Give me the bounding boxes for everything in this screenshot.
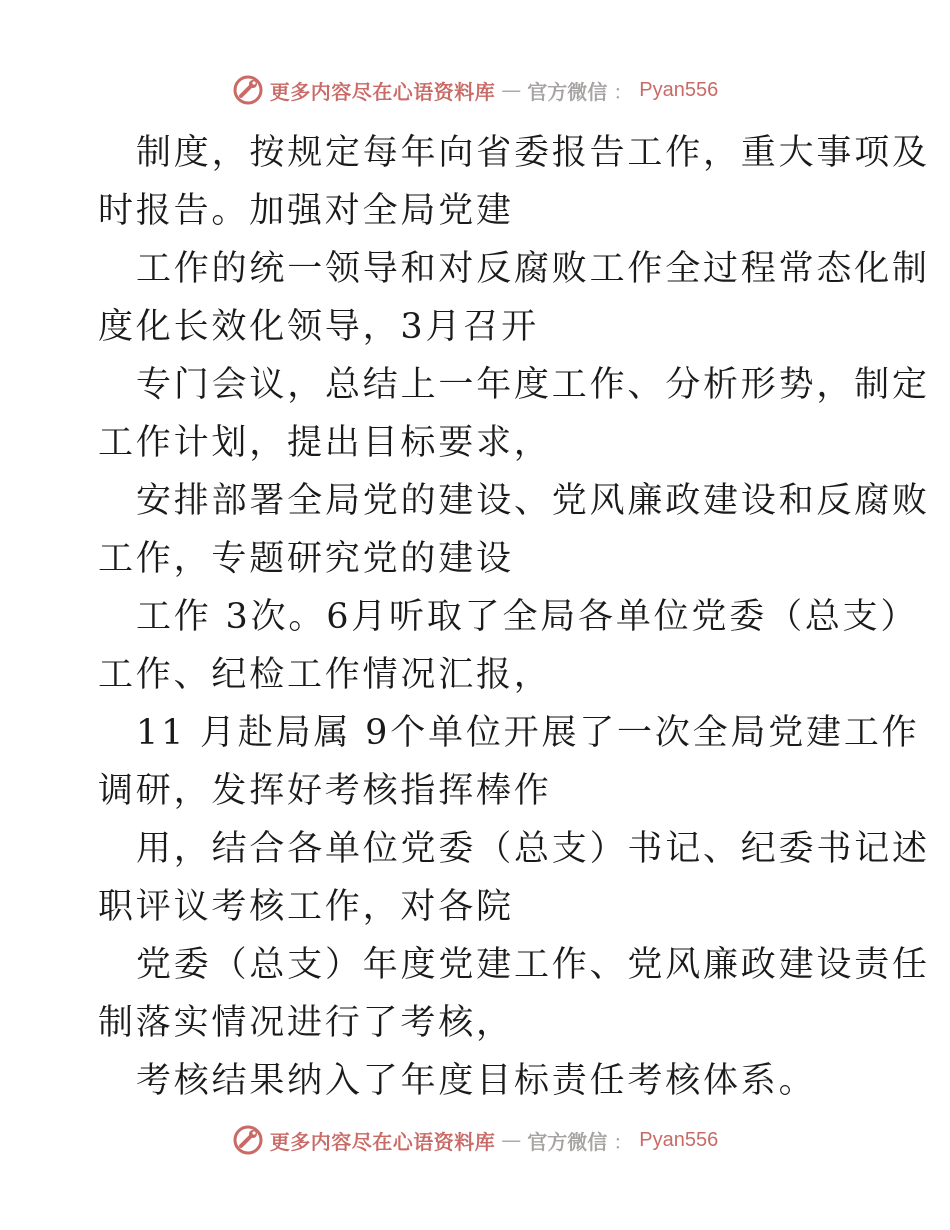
paragraph-line: 制度，按规定每年向省委报告工作，重大事项及 [136, 133, 930, 173]
banner-colon: ： [613, 79, 634, 104]
paragraph-line: 党委（总支）年度党建工作、党风廉政建设责任 [136, 945, 930, 985]
paragraph-line: 制落实情况进行了考核， [98, 1003, 514, 1043]
paragraph [98, 124, 930, 240]
paragraph [98, 1052, 858, 1110]
official-wechat-label: 官方微信 [527, 1129, 608, 1154]
wechat-id: Pyan556 [639, 78, 719, 101]
banner-separator: — [501, 78, 522, 102]
paragraph-line: 安排部署全局党的建设、党风廉政建设和反腐败 [136, 481, 930, 521]
paragraph-line: 度化长效化领导，3月召开 [98, 307, 539, 347]
footer-banner [0, 1120, 950, 1160]
header-banner [0, 70, 950, 110]
paragraph [98, 356, 930, 472]
paragraph-line: 时报告。加强对全局党建 [98, 191, 514, 231]
paragraph-line: 职评议考核工作，对各院 [98, 887, 514, 927]
paragraph [98, 240, 930, 356]
promo-text: 更多内容尽在心语资料库 [269, 1129, 496, 1154]
official-wechat-label: 官方微信 [527, 79, 608, 104]
paragraph [98, 472, 930, 588]
paragraph [98, 936, 930, 1052]
paragraph [98, 588, 919, 704]
paragraph [98, 704, 920, 820]
paragraph-line: 工作、纪检工作情况汇报， [98, 655, 552, 695]
paragraph-line: 考核结果纳入了年度目标责任考核体系。 [136, 1061, 817, 1101]
paragraph-line: 用，结合各单位党委（总支）书记、纪委书记述 [136, 829, 930, 869]
paragraph-line: 调研，发挥好考核指挥棒作 [98, 771, 552, 811]
banner-separator: — [501, 1128, 522, 1152]
promo-text: 更多内容尽在心语资料库 [269, 79, 496, 104]
wrench-circle-logo-icon [232, 1124, 264, 1156]
paragraph-line: 工作的统一领导和对反腐败工作全过程常态化制 [136, 249, 930, 289]
paragraph [98, 820, 930, 936]
body-text [98, 124, 930, 1110]
paragraph-line: 工作计划，提出目标要求， [98, 423, 552, 463]
wechat-id: Pyan556 [639, 1128, 719, 1151]
paragraph-line: 工作，专题研究党的建设 [98, 539, 514, 579]
banner-colon: ： [613, 1129, 634, 1154]
paragraph-line: 11 月赴局属 9个单位开展了一次全局党建工作 [136, 713, 920, 753]
paragraph-line: 工作 3次。6月听取了全局各单位党委（总支） [136, 597, 919, 637]
wrench-circle-logo-icon [232, 74, 264, 106]
paragraph-line: 专门会议，总结上一年度工作、分析形势，制定 [136, 365, 930, 405]
